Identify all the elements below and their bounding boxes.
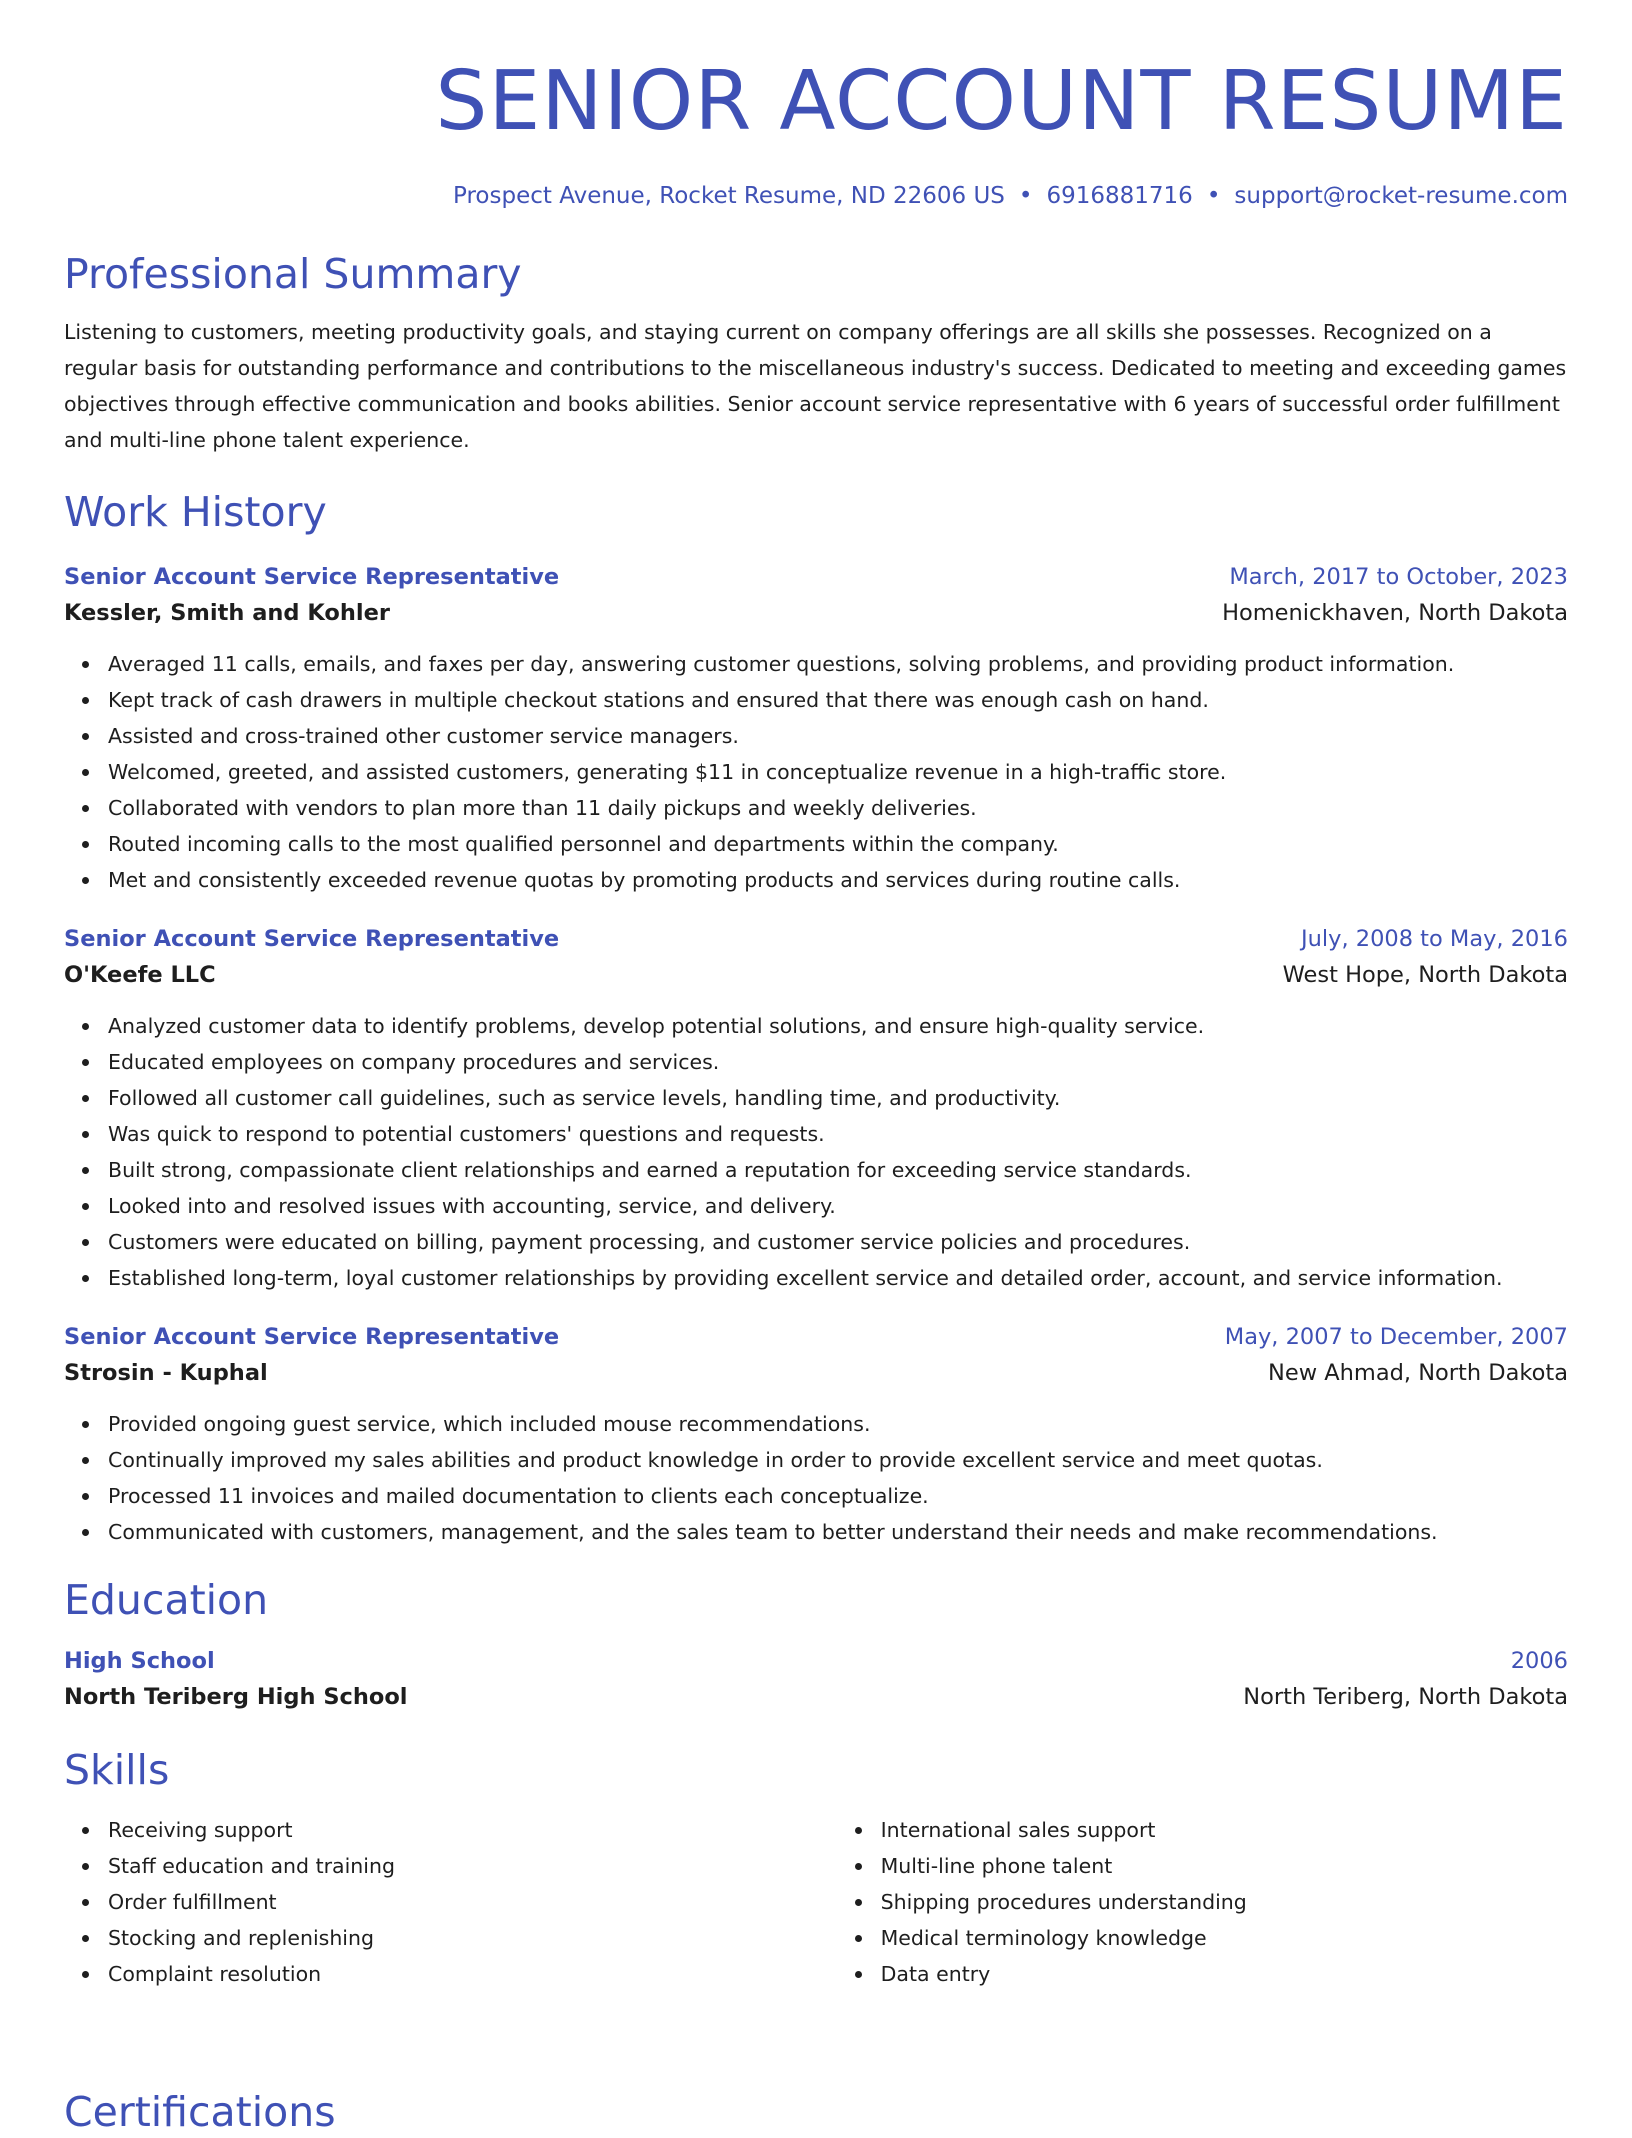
contact-line [64, 180, 1568, 212]
section-title-cut-off: Certifications [64, 2088, 336, 2136]
job-bullet: Followed all customer call guidelines, such as service levels, handling time, and productivity. [108, 1080, 1568, 1116]
job-bullet: Provided ongoing guest service, which included mouse recommendations. [108, 1406, 1568, 1442]
job-header-row [64, 560, 1568, 594]
contact-phone[interactable]: 6916881716 [1046, 183, 1193, 209]
section-title-skills: Skills [64, 1746, 170, 1794]
skill-item: Medical terminology knowledge [881, 1920, 1568, 1956]
education-location: North Teriberg, North Dakota [1243, 1684, 1568, 1710]
job-location: New Ahmad, North Dakota [1268, 1360, 1568, 1386]
job-location: Homenickhaven, North Dakota [1222, 600, 1568, 626]
job-bullet: Processed 11 invoices and mailed documentation to clients each conceptualize. [108, 1478, 1568, 1514]
education-entry [64, 1644, 1568, 1716]
job-bullet: Collaborated with vendors to plan more than 11 daily pickups and weekly deliveries. [108, 790, 1568, 826]
job-bullet: Looked into and resolved issues with accounting, service, and delivery. [108, 1188, 1568, 1224]
skill-item: International sales support [881, 1812, 1568, 1848]
job-title: Senior Account Service Representative [64, 564, 560, 590]
skill-item: Staff education and training [108, 1848, 837, 1884]
summary-text: Listening to customers, meeting productivity goals, and staying current on company offerings are all skills she possesses. Recognized on a regular basis for outstanding performance and contributions to the miscellaneous industry's success. Dedicated to meeting and exceeding games objectives through effective communication and books abilities. Senior account service representative with 6 years of successful order fulfillment and multi-line phone talent experience. [64, 320, 1567, 452]
job-bullet: Averaged 11 calls, emails, and faxes per day, answering customer questions, solving problems, and providing product information. [108, 646, 1568, 682]
education-year: 2006 [1510, 1648, 1568, 1674]
job-dates: March, 2017 to October, 2023 [1229, 564, 1568, 590]
job-bullet: Built strong, compassionate client relationships and earned a reputation for exceeding service standards. [108, 1152, 1568, 1188]
job-entry [64, 922, 1568, 1296]
job-bullet: Kept track of cash drawers in multiple checkout stations and ensured that there was enough cash on hand. [108, 682, 1568, 718]
job-bullets [64, 1008, 1568, 1296]
skill-item: Complaint resolution [108, 1956, 837, 1992]
job-bullet: Analyzed customer data to identify problems, develop potential solutions, and ensure high-quality service. [108, 1008, 1568, 1044]
section-title-education: Education [64, 1576, 269, 1624]
skill-item: Order fulfillment [108, 1884, 837, 1920]
skills-column-left [64, 1812, 837, 1992]
skill-item: Stocking and replenishing [108, 1920, 837, 1956]
job-bullet: Educated employees on company procedures and services. [108, 1044, 1568, 1080]
job-location: West Hope, North Dakota [1282, 962, 1568, 988]
job-dates: May, 2007 to December, 2007 [1224, 1324, 1568, 1350]
education-header-row [64, 1644, 1568, 1678]
contact-address: Prospect Avenue, Rocket Resume, ND 22606 US [453, 183, 1005, 209]
job-bullet: Met and consistently exceeded revenue quotas by promoting products and services during routine calls. [108, 862, 1568, 898]
section-title-work-history: Work History [64, 488, 327, 536]
job-company: Strosin - Kuphal [64, 1360, 268, 1386]
section-title-summary: Professional Summary [64, 250, 522, 298]
skill-item: Receiving support [108, 1812, 837, 1848]
job-dates: July, 2008 to May, 2016 [1300, 926, 1568, 952]
job-bullet: Communicated with customers, management, and the sales team to better understand their needs and make recommendations. [108, 1514, 1568, 1550]
job-bullet: Established long-term, loyal customer relationships by providing excellent service and detailed order, account, and service information. [108, 1260, 1568, 1296]
job-bullet: Continually improved my sales abilities and product knowledge in order to provide excellent service and meet quotas. [108, 1442, 1568, 1478]
education-degree: High School [64, 1648, 215, 1674]
job-title: Senior Account Service Representative [64, 926, 560, 952]
job-header-row [64, 1320, 1568, 1354]
job-company-row [64, 956, 1568, 994]
job-entry [64, 1320, 1568, 1550]
job-header-row [64, 922, 1568, 956]
job-company-row [64, 594, 1568, 632]
job-company-row [64, 1354, 1568, 1392]
job-bullet: Customers were educated on billing, payment processing, and customer service policies and procedures. [108, 1224, 1568, 1260]
job-company: O'Keefe LLC [64, 962, 216, 988]
skills-column-right [837, 1812, 1568, 1992]
skill-item: Shipping procedures understanding [881, 1884, 1568, 1920]
job-bullet: Welcomed, greeted, and assisted customers, generating $11 in conceptualize revenue in a high-traffic store. [108, 754, 1568, 790]
resume-title: SENIOR ACCOUNT RESUME [435, 54, 1568, 149]
job-bullet: Routed incoming calls to the most qualified personnel and departments within the company. [108, 826, 1568, 862]
contact-separator: • [1206, 183, 1221, 209]
skill-item: Data entry [881, 1956, 1568, 1992]
contact-separator: • [1018, 183, 1033, 209]
job-bullet: Assisted and cross-trained other customer service managers. [108, 718, 1568, 754]
job-title: Senior Account Service Representative [64, 1324, 560, 1350]
job-bullets [64, 1406, 1568, 1550]
job-bullets [64, 646, 1568, 898]
resume-page [64, 0, 1568, 1992]
job-company: Kessler, Smith and Kohler [64, 600, 390, 626]
education-school: North Teriberg High School [64, 1684, 408, 1710]
resume-header [64, 0, 1568, 212]
job-bullet: Was quick to respond to potential customers' questions and requests. [108, 1116, 1568, 1152]
skill-item: Multi-line phone talent [881, 1848, 1568, 1884]
contact-email[interactable]: support@rocket-resume.com [1234, 183, 1568, 209]
job-entry [64, 560, 1568, 898]
education-school-row [64, 1678, 1568, 1716]
skills-list [64, 1812, 1568, 1992]
